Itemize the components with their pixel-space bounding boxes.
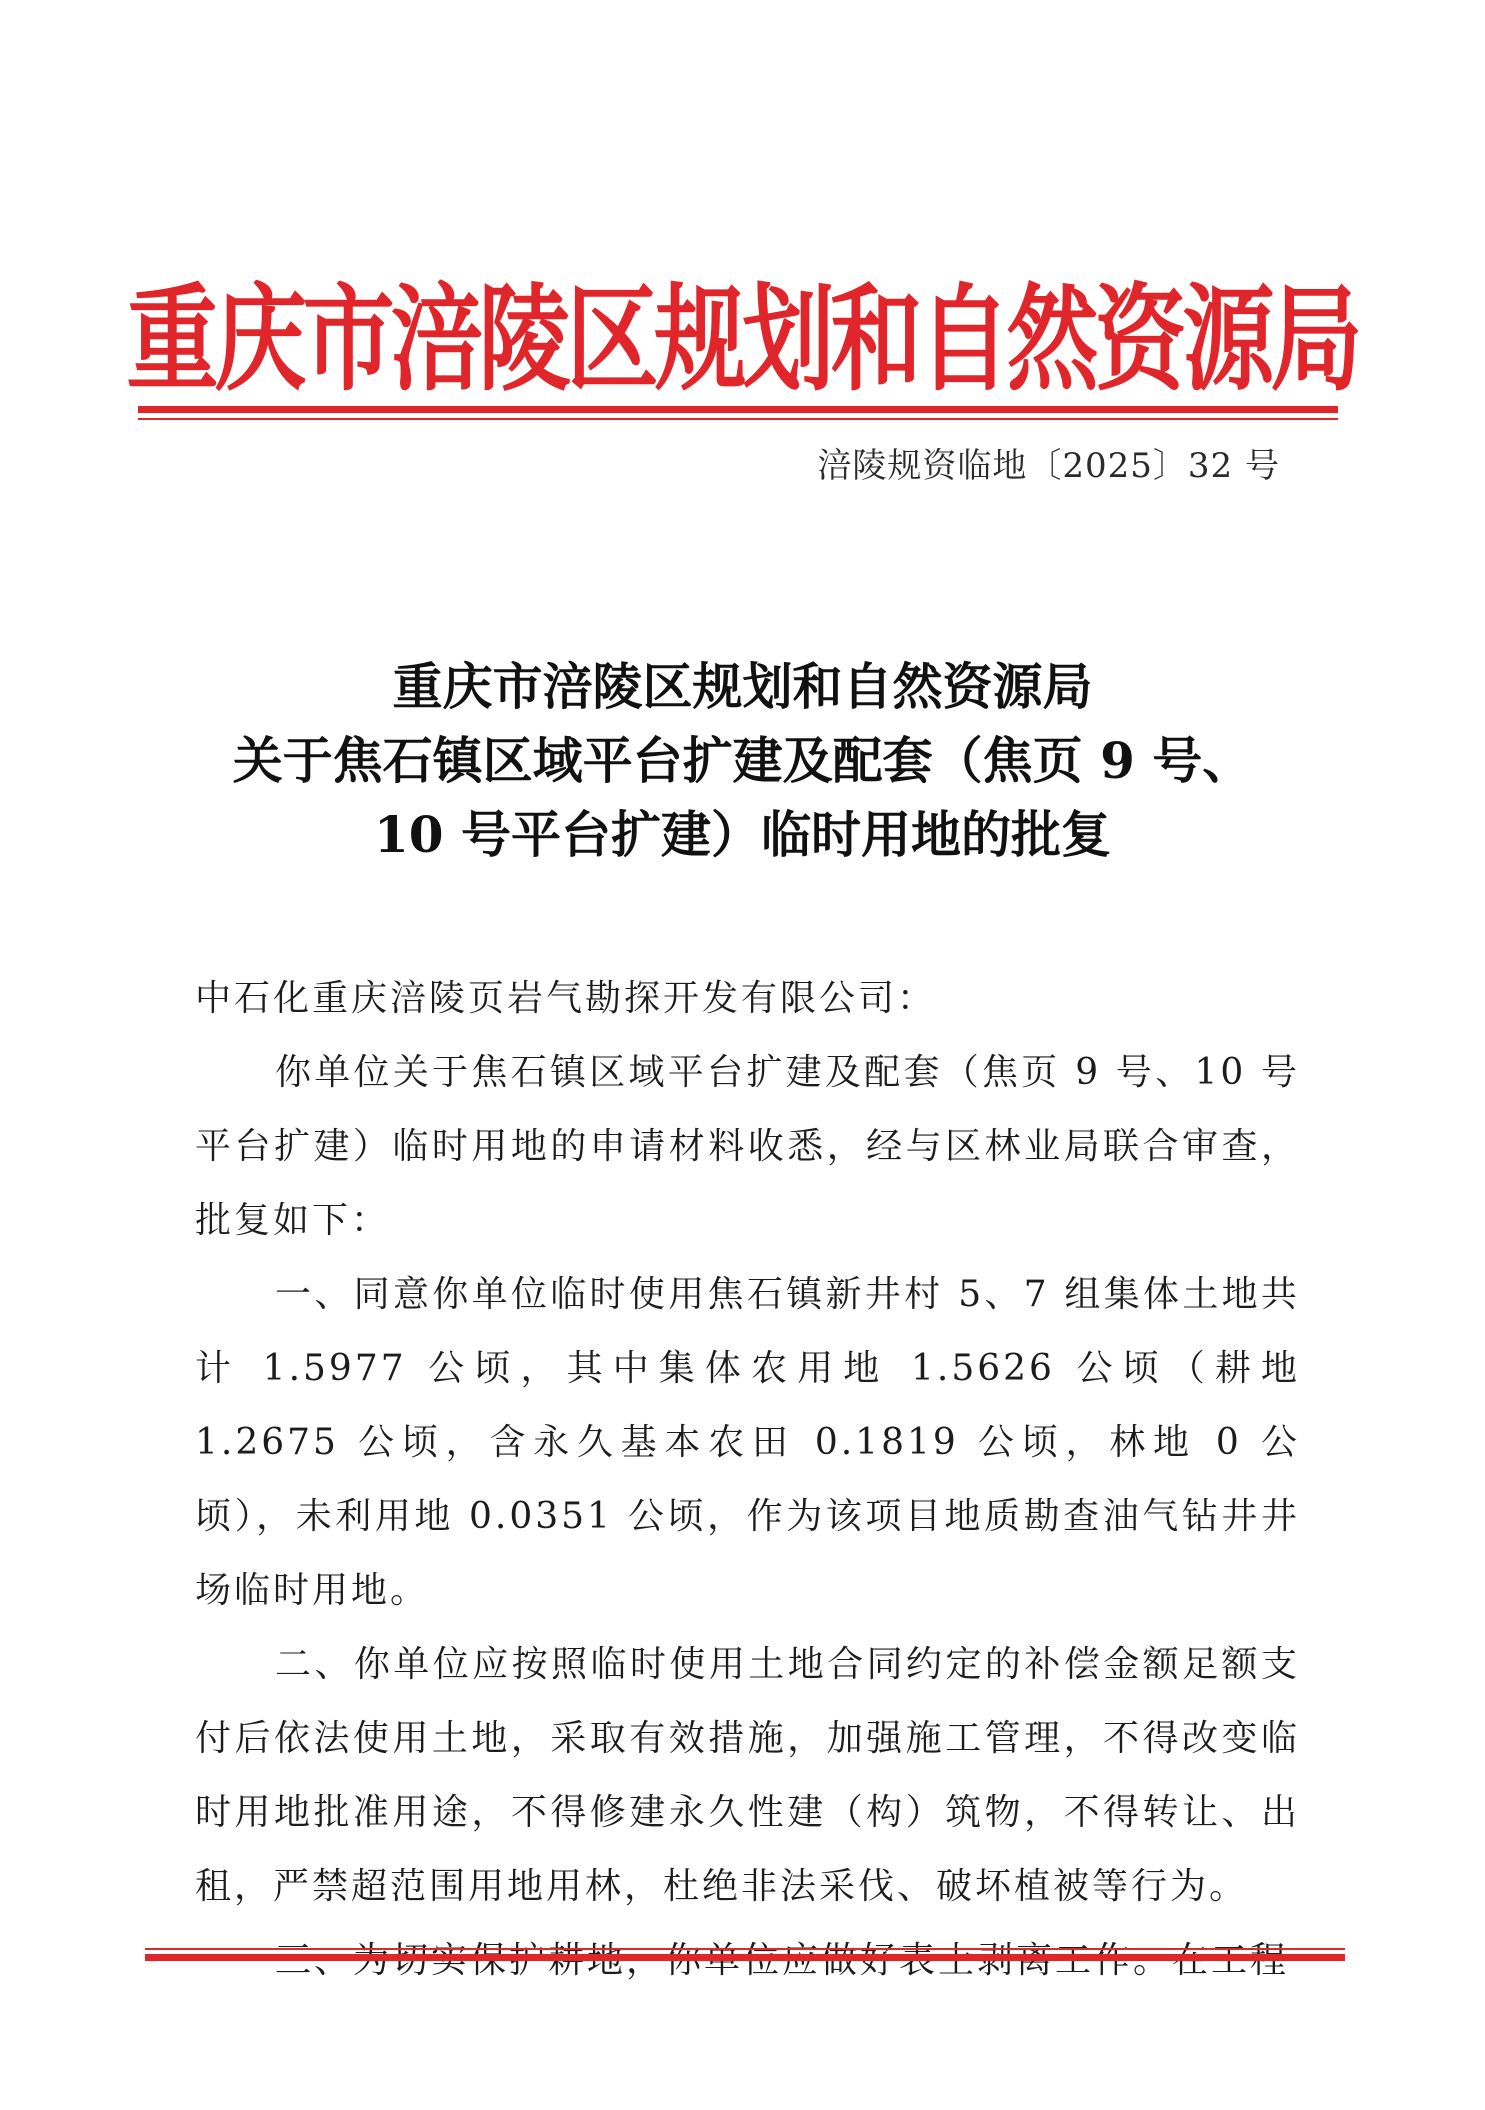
- document-body: [195, 962, 1300, 1998]
- footer-red-rule-thick: [145, 1954, 1345, 1961]
- title-line-3: 10 号平台扩建）临时用地的批复: [374, 805, 1111, 864]
- document-title: [150, 650, 1335, 872]
- letterhead-org-name: 重庆市涪陵区规划和自然资源局: [126, 272, 1359, 407]
- footer-red-rule-thin: [145, 1948, 1345, 1950]
- letterhead-red-rule-thick: [138, 406, 1338, 413]
- letterhead: [126, 255, 1359, 407]
- title-line-1: 重庆市涪陵区规划和自然资源局: [392, 657, 1093, 716]
- addressee: 中石化重庆涪陵页岩气勘探开发有限公司：: [195, 978, 937, 1019]
- body-paragraph: 二、你单位应按照临时使用土地合同约定的补偿金额足额支付后依法使用土地，采取有效措施，加强施工管理，不得改变临时用地批准用途，不得修建永久性建（构）筑物，不得转让、出租，严禁超范围用地用林，杜绝非法采伐、破坏植被等行为。: [195, 1644, 1300, 1907]
- title-line-2: 关于焦石镇区域平台扩建及配套（焦页 9 号、: [232, 731, 1253, 790]
- body-paragraph: 一、同意你单位临时使用焦石镇新井村 5、7 组集体土地共计 1.5977 公顷，其中集体农用地 1.5626 公顷（耕地 1.2675 公顷，含永久基本农田 0.1819 公顷，林地 0 公顷），未利用地 0.0351 公顷，作为该项目地质勘查油气钻井井场临时用地。: [195, 1274, 1300, 1611]
- body-paragraph: 你单位关于焦石镇区域平台扩建及配套（焦页 9 号、10 号平台扩建）临时用地的申请材料收悉，经与区林业局联合审查，批复如下：: [195, 1052, 1300, 1241]
- letterhead-red-rule-thin: [138, 418, 1338, 420]
- document-number: 涪陵规资临地〔2025〕32 号: [817, 446, 1280, 486]
- body-paragraph: [195, 1924, 1300, 1998]
